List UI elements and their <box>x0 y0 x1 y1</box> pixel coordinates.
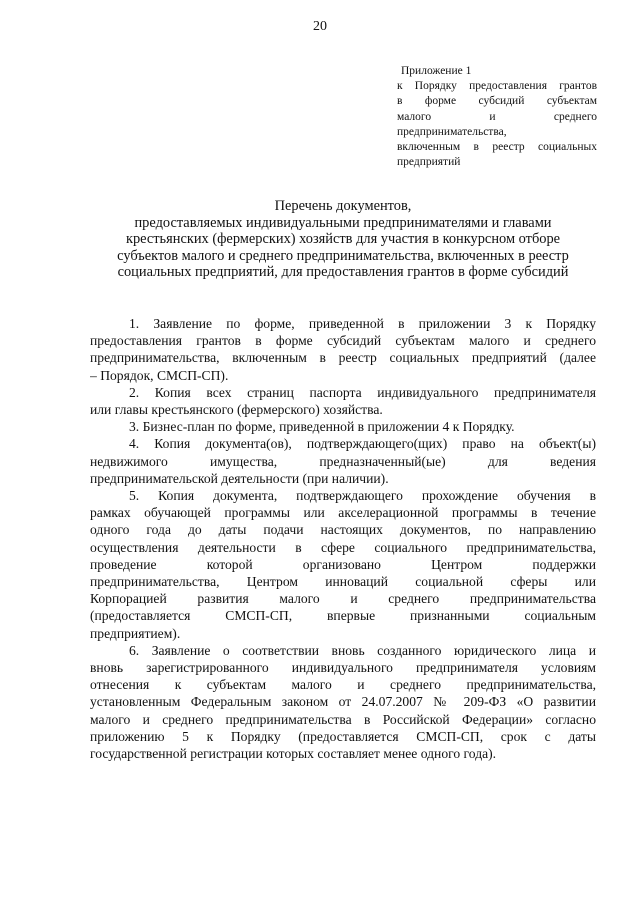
appendix-line: к Порядку предоставления грантов <box>397 80 597 93</box>
list-item-2-line: 2. Копия всех страниц паспорта индивидуального предпринимателя <box>129 384 596 400</box>
appendix-line: предпринимательства, <box>397 125 507 138</box>
list-item-6-line: малого и среднего предпринимательства в Российской Федерации» согласно <box>90 711 596 727</box>
list-item-1-line: 1. Заявление по форме, приведенной в приложении 3 к Порядку <box>129 316 596 331</box>
list-item-6-line: 6. Заявление о соответствии вновь созданного юридического лица и <box>129 642 596 658</box>
list-item-4-line: недвижимого имущества, предназначенный(ые) для ведения <box>90 453 596 469</box>
list-item-6-line: приложению 5 к Порядку (предоставляется СМСП-СП, срок с даты <box>90 728 596 744</box>
list-item-6-line: государственной регистрации которых составляет менее одного года). <box>90 746 497 762</box>
document-title <box>88 198 598 281</box>
title-line: Перечень документов, <box>274 198 412 214</box>
list-item-5-line: проведение которой организовано Центром поддержки <box>90 556 596 572</box>
title-line: социальных предприятий, для предоставления грантов в форме субсидий <box>117 264 569 281</box>
appendix-header <box>397 64 597 170</box>
list-item-5-line: (предоставляется СМСП-СП, впервые признанными социальным <box>90 608 596 624</box>
list-item-1-line: предоставления грантов в форме субсидий субъектам малого и среднего <box>90 333 596 349</box>
list-item-3-line: 3. Бизнес-план по форме, приведенной в приложении 4 к Порядку. <box>129 419 515 435</box>
list-item-5-line: одного года до даты подачи настоящих документов, по направлению <box>90 522 596 538</box>
title-line: крестьянских (фермерских) хозяйств для участия в конкурсном отборе <box>125 231 561 248</box>
list-item-1-line: – Порядок, СМСП-СП). <box>90 367 229 383</box>
list-item-2-line: или главы крестьянского (фермерского) хозяйства. <box>90 402 383 418</box>
appendix-title: Приложение 1 <box>401 65 472 77</box>
document-list <box>90 315 596 762</box>
page-number: 20 <box>313 19 327 34</box>
list-item-6-line: вновь зарегистрированного индивидуального предпринимателя условиям <box>90 660 596 676</box>
list-item-4-line: предпринимательской деятельности (при наличии). <box>90 470 389 486</box>
list-item-5-line: предпринимательства, Центром инноваций социальной сферы или <box>90 574 596 590</box>
list-item-5-line: Корпорацией развития малого и среднего предпринимательства <box>90 591 596 607</box>
list-item-1-line: предпринимательства, включенным в реестр социальных предприятий (далее <box>90 350 596 366</box>
appendix-line: малого и среднего <box>397 110 597 123</box>
title-line: предоставляемых индивидуальными предпринимателями и главами <box>134 214 552 231</box>
appendix-line: включенным в реестр социальных <box>397 141 597 154</box>
title-line: субъектов малого и среднего предпринимательства, включенных в реестр <box>117 247 569 264</box>
list-item-5-line: 5. Копия документа, подтверждающего прохождение обучения в <box>129 488 596 504</box>
list-item-5-line: предприятием). <box>90 625 181 641</box>
list-item-5-line: рамках обучающей программы или акселерационной программы в течение <box>90 505 596 521</box>
list-item-6-line: установленным Федеральным законом от 24.07.2007 № 209-ФЗ «О развитии <box>90 694 596 710</box>
appendix-line: в форме субсидий субъектам <box>397 95 597 108</box>
list-item-5-line: осуществления деятельности в сфере социального предпринимательства, <box>90 539 596 555</box>
list-item-6-line: отнесения к субъектам малого и среднего предпринимательства, <box>90 677 596 693</box>
appendix-line: предприятий <box>397 156 461 169</box>
list-item-4-line: 4. Копия документа(ов), подтверждающего(щих) право на объект(ы) <box>129 436 596 452</box>
